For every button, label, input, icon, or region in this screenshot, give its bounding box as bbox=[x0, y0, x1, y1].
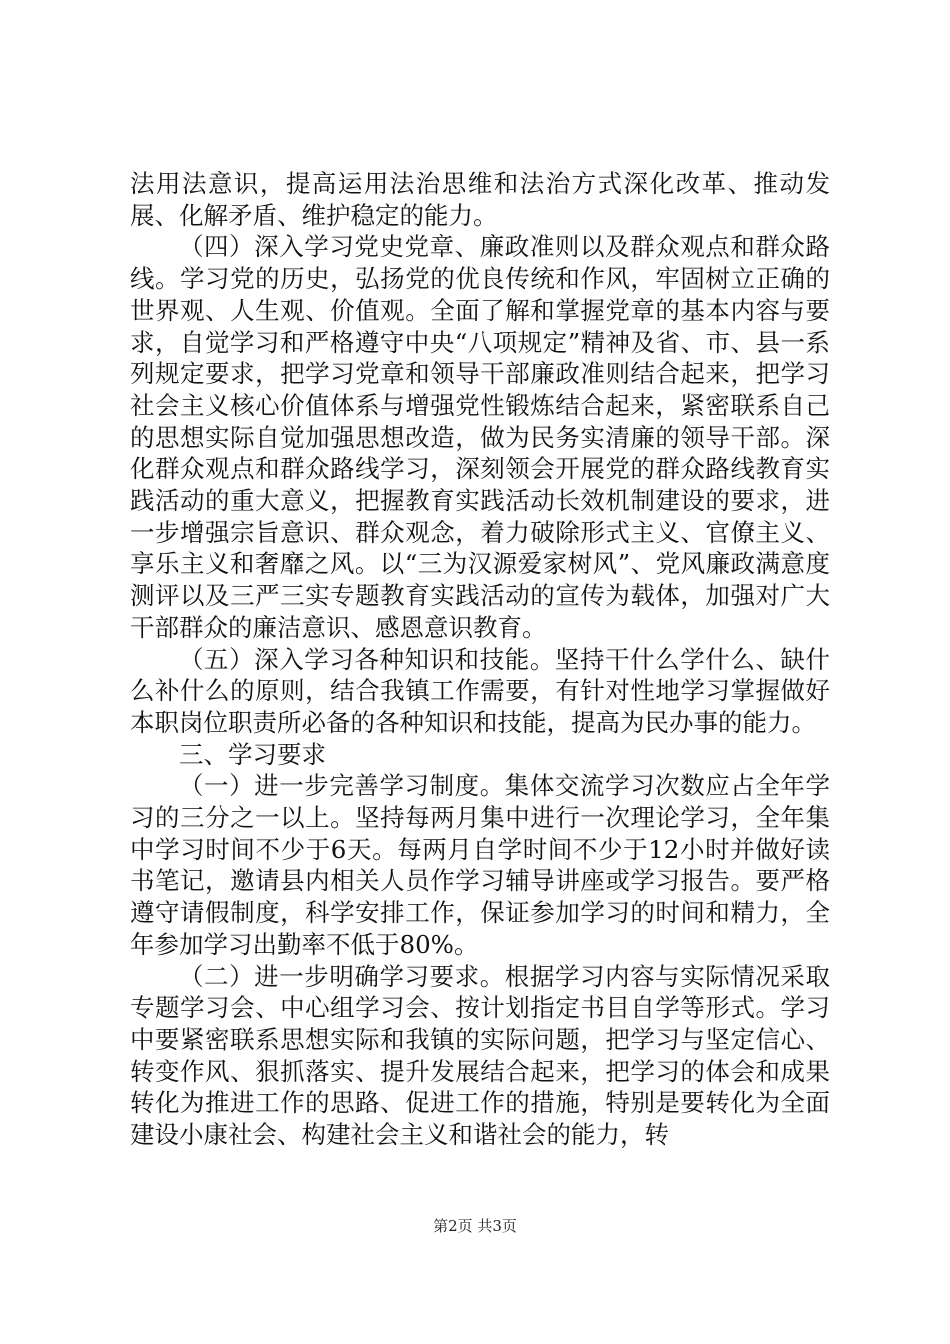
page-footer bbox=[0, 1215, 950, 1236]
paragraph-requirement-1: （一）进一步完善学习制度。集体交流学习次数应占全年学习的三分之一以上。坚持每两月集中进行一次理论学习，全年集中学习时间不少于6天。每两月自学时间不少于12小时并做好读书笔记，邀请县内相关人员作学习辅导讲座或学习报告。要严格遵守请假制度，科学安排工作，保证参加学习的时间和精力，全年参加学习出勤率不低于80%。 bbox=[130, 771, 830, 959]
paragraph-item-4: （四）深入学习党史党章、廉政准则以及群众观点和群众路线。学习党的历史，弘扬党的优良传统和作风，牢固树立正确的世界观、人生观、价值观。全面了解和掌握党章的基本内容与要求，自觉学习和严格遵守中央“八项规定”精神及省、市、县一系列规定要求，把学习党章和领导干部廉政准则结合起来，把学习社会主义核心价值体系与增强党性锻炼结合起来，紧密联系自己的思想实际自觉加强思想改造，做为民务实清廉的领导干部。深化群众观点和群众路线学习，深刻领会开展党的群众路线教育实践活动的重大意义，把握教育实践活动长效机制建设的要求，进一步增强宗旨意识、群众观念，着力破除形式主义、官僚主义、享乐主义和奢靡之风。以“三为汉源爱家树风”、党风廉政满意度测评以及三严三实专题教育实践活动的宣传为载体，加强对广大干部群众的廉洁意识、感恩意识教育。 bbox=[130, 232, 830, 642]
paragraph-requirement-2: （二）进一步明确学习要求。根据学习内容与实际情况采取专题学习会、中心组学习会、按计划指定书目自学等形式。学习中要紧密联系思想实际和我镇的实际问题，把学习与坚定信心、转变作风、狠抓落实、提升发展结合起来，把学习的体会和成果转化为推进工作的思路、促进工作的措施，特别是要转化为全面建设小康社会、构建社会主义和谐社会的能力，转 bbox=[130, 961, 830, 1150]
section-heading-study-requirements: 三、学习要求 bbox=[179, 739, 326, 769]
document-body bbox=[130, 168, 830, 1151]
paragraph-continuation: 法用法意识，提高运用法治思维和法治方式深化改革、推动发展、化解矛盾、维护稳定的能力。 bbox=[130, 169, 830, 230]
paragraph-item-5: （五）深入学习各种知识和技能。坚持干什么学什么、缺什么补什么的原则，结合我镇工作需要，有针对性地学习掌握做好本职岗位职责所必备的各种知识和技能，提高为民办事的能力。 bbox=[130, 644, 830, 737]
page-number-indicator: 第2页 共3页 bbox=[433, 1217, 517, 1235]
